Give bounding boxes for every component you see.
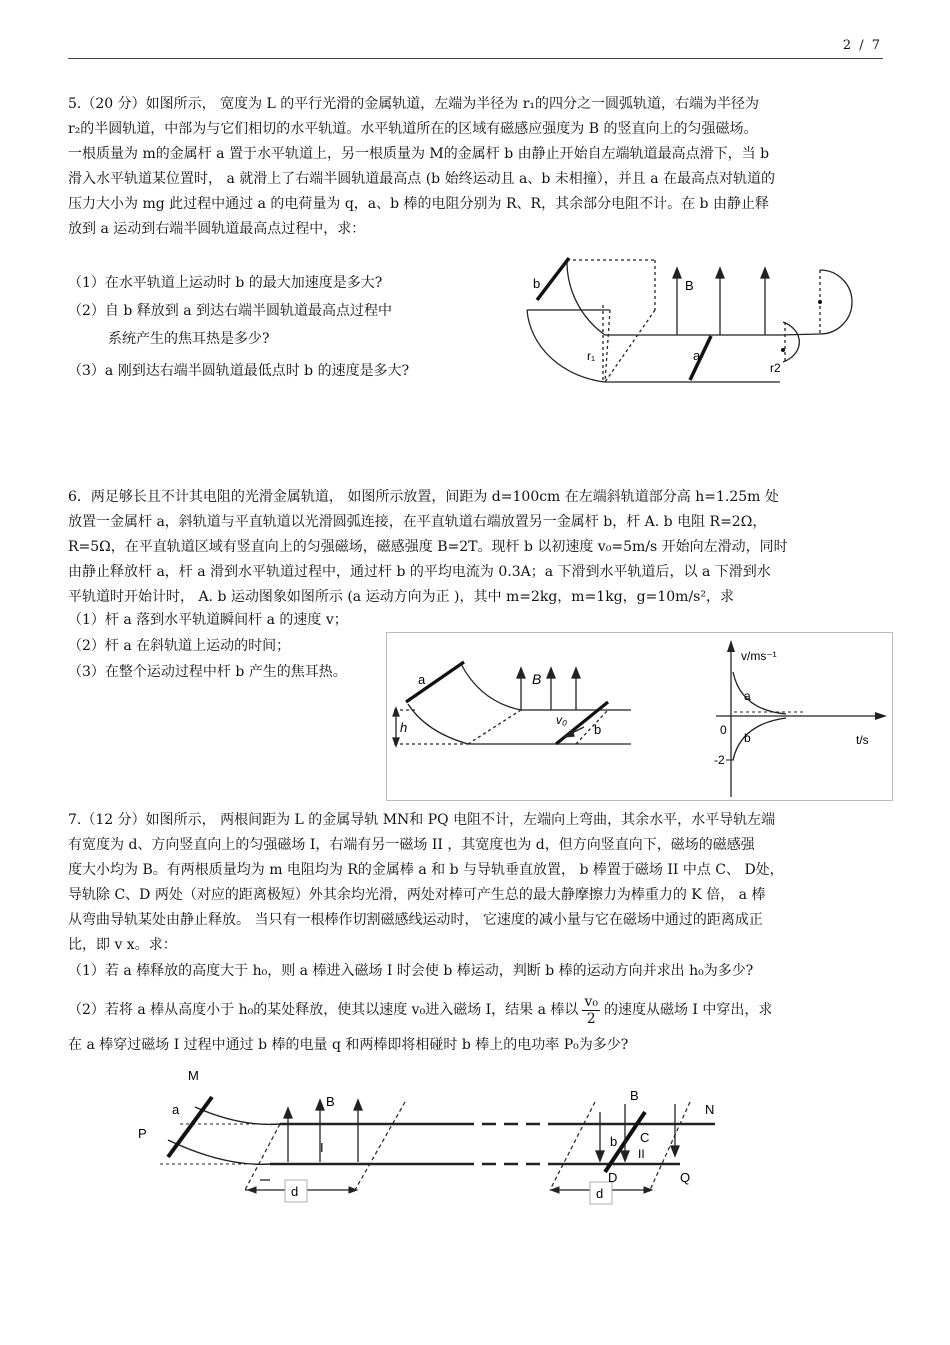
label-M: M xyxy=(188,1068,199,1083)
curve-a-label: a xyxy=(744,689,751,703)
p7-q2-part2: 的速度从磁场 I 中穿出，求 xyxy=(603,1002,773,1018)
fraction-v0-over-2 xyxy=(582,994,600,1027)
p6-line: 平轨道时开始计时， A. b 运动图象如图所示 (a 运动方向为正 )，其中 m=2kg，m=1kg，g=10m/s²，求 xyxy=(68,589,734,605)
problem-5-text xyxy=(68,92,883,242)
label-N: N xyxy=(705,1102,715,1117)
p6-question-2: （2）杆 a 在斜轨道上运动的时间； xyxy=(68,638,291,654)
p7-line: 从弯曲导轨某处由静止释放。 当只有一根棒作切割磁感线运动时， 它速度的减小量与它在磁场中通过的距离成正 xyxy=(68,912,763,928)
neg2-label: -2 xyxy=(714,753,725,767)
p5-question-2-cont: 系统产生的焦耳热是多少? xyxy=(108,331,270,347)
p7-question-2-cont: 在 a 棒穿过磁场 I 过程中通过 b 棒的电量 q 和两棒即将相碰时 b 棒上的电功率 P₀为多少? xyxy=(68,1037,629,1053)
rod-a xyxy=(406,662,464,702)
v-axis-label: v/ms⁻¹ xyxy=(741,649,777,663)
p5-line: 压力大小为 mg 此过程中通过 a 的电荷量为 q，a、b 棒的电阻分别为 R、R，其余部分电阻不计。在 b 由静止释 xyxy=(68,196,769,212)
vt-graph xyxy=(714,640,887,797)
p7-line: 7.（12 分）如图所示， 两根间距为 L 的金属导轨 MN和 PQ 电阻不计，左端向上弯曲，其余水平，水平导轨左端 xyxy=(68,812,776,828)
label-field-I: I xyxy=(320,1140,324,1155)
curve-a xyxy=(733,672,786,714)
p7-line: 比，即 v x。求： xyxy=(68,937,177,953)
origin-label: 0 xyxy=(720,723,727,737)
p5-line: 一根质量为 m的金属杆 a 置于水平轨道上，另一根质量为 M的金属杆 b 由静止开始自左端轨道最高点滑下，当 b xyxy=(68,146,770,162)
label-d-left: d xyxy=(291,1184,299,1199)
p7-figure xyxy=(130,1062,730,1212)
field-I-arrows xyxy=(260,1100,362,1180)
page-number: 2 / 7 xyxy=(842,38,882,53)
p7-question-2 xyxy=(68,993,772,1027)
rod-b xyxy=(537,258,569,300)
upper-arc xyxy=(567,260,605,335)
p5-figure xyxy=(515,250,865,395)
p6-line: 放置一金属杆 a，斜轨道与平直轨道以光滑圆弧连接，在平直轨道右端放置另一金属杆 b，杆 A. b 电阻 R=2Ω， xyxy=(68,514,767,530)
label-B: B xyxy=(532,671,542,687)
p7-q2-part1: （2）若将 a 棒从高度小于 h₀的某处释放，使其以速度 v₀进入磁场 I，结果 a 棒以 xyxy=(68,1002,579,1018)
p6-question-1: （1）杆 a 落到水平轨道瞬间杆 a 的速度 v； xyxy=(68,612,348,628)
curve-b xyxy=(733,718,786,760)
p5-line: 5.（20 分）如图所示， 宽度为 L 的平行光滑的金属轨道，左端为半径为 r₁的四分之一圆弧轨道，右端为半径为 xyxy=(68,96,760,112)
label-field-II: II xyxy=(638,1147,645,1161)
right-semicircle-upper xyxy=(820,270,852,334)
p7-line: 导轨除 C、D 两处（对应的距离极短）外其余均光滑，两处对棒可产生总的最大静摩擦力为棒重力的 K 倍， a 棒 xyxy=(68,887,766,903)
p7-line: 度大小均为 B。有两根质量均为 m 电阻均为 R的金属棒 a 和 b 与导轨垂直放置， b 棒置于磁场 II 中点 C、 D处， xyxy=(68,862,784,878)
problem-6-text xyxy=(68,485,883,610)
label-a: a xyxy=(172,1102,180,1117)
header-rule xyxy=(68,58,883,59)
label-r1: r₁ xyxy=(587,349,596,363)
label-C: C xyxy=(640,1130,650,1145)
label-B-left: B xyxy=(326,1094,335,1109)
label-b: b xyxy=(533,276,541,291)
t-axis-label: t/s xyxy=(856,733,869,747)
lower-arc xyxy=(527,310,605,382)
p5-question-1: （1）在水平轨道上运动时 b 的最大加速度是多大? xyxy=(68,275,383,291)
p5-question-2: （2）自 b 释放到 a 到达右端半圆轨道最高点过程中 xyxy=(68,303,393,319)
curve-b-label: b xyxy=(744,731,751,745)
p7-line: 有宽度为 d、方向竖直向上的匀强磁场 I，右端有另一磁场 II ，其宽度也为 d，但方向竖直向下，磁场的磁感强 xyxy=(68,837,755,853)
p6-line: 6．两足够长且不计其电阻的光滑金属轨道， 如图所示放置，间距为 d=100cm 在左端斜轨道部分高 h=1.25m 处 xyxy=(68,489,779,505)
field-arrows xyxy=(517,668,584,737)
p6-line: R=5Ω，在平直轨道区域有竖直向上的匀强磁场，磁感强度 B=2T。现杆 b 以初速度 v₀=5m/s 开始向左滑动，同时 xyxy=(68,539,788,555)
p6-line: 由静止释放杆 a，杆 a 滑到水平轨道过程中，通过杆 b 的平均电流为 0.3A；a 下滑到水平轨道后，以 a 下滑到水 xyxy=(68,564,771,580)
p5-line: r₂的半圆轨道，中部为与它们相切的水平轨道。水平轨道所在的区域有磁感应强度为 B 的竖直向上的匀强磁场。 xyxy=(68,121,758,137)
label-b: b xyxy=(610,1134,618,1149)
label-a: a xyxy=(418,672,426,687)
p5-question-3: （3）a 刚到达右端半圆轨道最低点时 b 的速度是多大? xyxy=(68,363,410,379)
label-a: a xyxy=(693,348,701,363)
label-D: D xyxy=(608,1170,618,1185)
p5-line: 放到 a 运动到右端半圆轨道最高点过程中，求： xyxy=(68,221,366,237)
label-Q: Q xyxy=(680,1170,691,1185)
label-b: b xyxy=(594,722,602,737)
label-B: B xyxy=(685,278,694,293)
label-P: P xyxy=(138,1126,147,1141)
problem-7-text xyxy=(68,808,883,958)
p6-figure xyxy=(386,632,891,799)
label-v0: v₀ xyxy=(556,713,568,727)
label-B-right: B xyxy=(630,1088,639,1103)
p6-question-3: （3）在整个运动过程中杆 b 产生的焦耳热。 xyxy=(68,664,347,680)
rail-MN-curve xyxy=(195,1107,280,1124)
fraction-numerator: v₀ xyxy=(584,993,598,1010)
label-d-right: d xyxy=(596,1186,604,1201)
label-r2: r2 xyxy=(770,361,781,375)
rail-PQ-curve xyxy=(168,1140,270,1164)
p7-question-1: （1）若 a 棒释放的高度大于 h₀，则 a 棒进入磁场 I 时会使 b 棒运动，判断 b 棒的运动方向并求出 h₀为多少? xyxy=(68,963,754,979)
p5-line: 滑入水平轨道某位置时， a 就滑上了右端半圆轨道最高点 (b 始终运动且 a、b 未相撞），并且 a 在最高点对轨道的 xyxy=(68,171,776,187)
label-h: h xyxy=(400,720,408,735)
fraction-denominator: 2 xyxy=(586,1010,596,1027)
